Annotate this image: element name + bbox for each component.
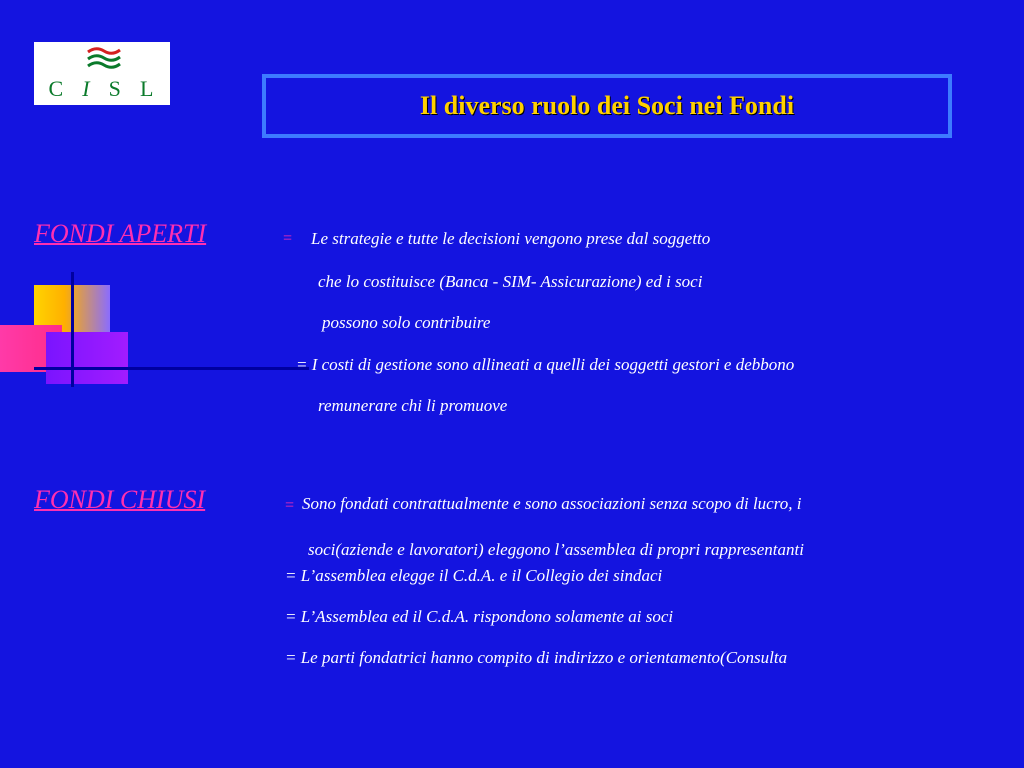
logo-letters [34,76,170,102]
waves-icon [86,46,122,74]
equals-sign-aperti: = [282,230,293,247]
chiusi-line-1: Sono fondati contrattualmente e sono associazioni senza scopo di lucro, i [302,494,802,513]
chiusi-line-2: soci(aziende e lavoratori) eleggono l’assemblea di propri rappresentanti [308,540,804,559]
heading-fondi-aperti: FONDI APERTI [34,219,207,248]
logo-letter-l: L [139,76,156,101]
chiusi-line-5: = Le parti fondatrici hanno compito di indirizzo e orientamento(Consulta [285,648,788,667]
heading-fondi-chiusi: FONDI CHIUSI [34,485,206,514]
cisl-logo [34,42,170,105]
aperti-line-4: = I costi di gestione sono allineati a quelli dei soggetti gestori e debbono [296,355,795,374]
title-box [262,74,952,138]
aperti-line-3: possono solo contribuire [322,313,491,332]
page-title: Il diverso ruolo dei Soci nei Fondi [419,91,795,120]
decorative-horizontal-line [34,367,309,370]
aperti-line-1: Le strategie e tutte le decisioni vengono prese dal soggetto [311,229,711,248]
chiusi-line-3: = L’assemblea elegge il C.d.A. e il Collegio dei sindaci [285,566,663,585]
logo-letter-s: S [108,76,123,101]
decorative-purple-square [46,332,128,384]
logo-letter-c: C [48,76,66,101]
aperti-line-2: che lo costituisce (Banca - SIM- Assicurazione) ed i soci [318,272,703,291]
equals-sign-chiusi: = [284,497,295,514]
chiusi-line-4: = L’Assemblea ed il C.d.A. rispondono solamente ai soci [285,607,674,626]
aperti-line-5: remunerare chi li promuove [318,396,508,415]
logo-letter-i: I [82,76,92,101]
